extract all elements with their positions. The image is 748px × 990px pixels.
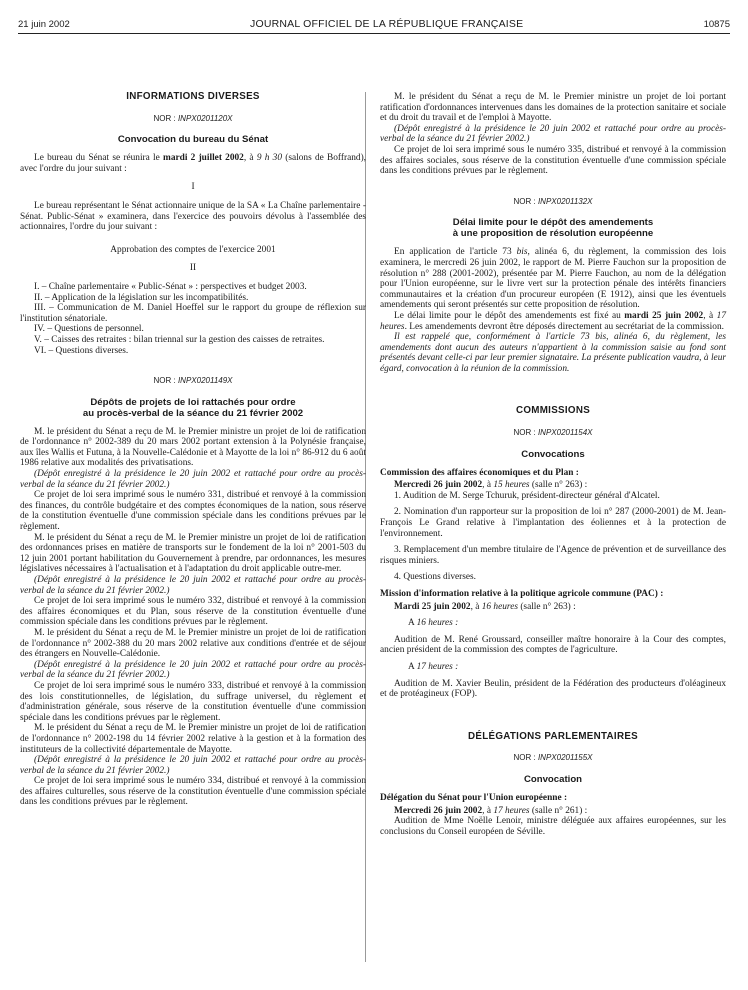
paragraph: Audition de Mme Noëlle Lenoir, ministre déléguée aux affaires européennes, sur les conclusions du Conseil européen de Séville. xyxy=(380,816,726,837)
agenda-item: 3. Remplacement d'un membre titulaire de l'Agence de prévention et de surveillance des risques miniers. xyxy=(380,545,726,566)
paragraph: Le délai limite pour le dépôt des amendements est fixé au mardi 25 juin 2002, à 17 heures. Les amendements devront être déposés directement au secrétariat de la commission. xyxy=(380,310,726,332)
nor-reference: NOR : INPX0201154X xyxy=(513,428,593,438)
commission-heading: Délégation du Sénat pour l'Union européenne : xyxy=(380,792,568,803)
delai-title: Délai limite pour le dépôt des amendements à une proposition de résolution européenne xyxy=(452,217,654,240)
convocation-title: Convocation xyxy=(523,773,583,785)
nor-reference: NOR : INPX0201132X xyxy=(513,196,593,206)
meeting-date: Mercredi 26 juin 2002, à 15 heures (salle n° 263) : xyxy=(394,480,588,491)
agenda-item: III. – Communication de M. Daniel Hoeffel sur le rapport du groupe de réflexion sur l'institution sénatoriale. xyxy=(20,303,366,324)
header-title: JOURNAL OFFICIEL DE LA RÉPUBLIQUE FRANÇAISE xyxy=(250,18,524,30)
depots-title: Dépôts de projets de loi rattachés pour ordre au procès-verbal de la séance du 21 février 2002 xyxy=(82,396,304,419)
roman-numeral: I xyxy=(191,182,195,193)
nor-reference: NOR : INPX0201155X xyxy=(513,753,593,763)
deposit-note: (Dépôt enregistré à la présidence le 20 juin 2002 et rattaché pour ordre au procès-verbal de la séance du 21 février 2002.) xyxy=(20,659,366,681)
paragraph: M. le président du Sénat a reçu de M. le Premier ministre un projet de loi de ratification des ordonnances prises en matière de transports sur le fondement de la loi n° 2001-503 du 12 juin 2001 portant habilitation du Gouvernement à prendre, par ordonnances, les mesures législatives nécessaires à l'actualisation et à l'adaptation du droit applicable outre-mer. xyxy=(20,532,366,575)
deposit-note: (Dépôt enregistré à la présidence le 20 juin 2002 et rattaché pour ordre au procès-verbal de la séance du 21 février 2002.) xyxy=(380,123,726,145)
paragraph: M. le président du Sénat a reçu de M. le Premier ministre un projet de loi de ratification de l'ordonnance n° 2002-389 du 20 mars 2002 portant extension à la Polynésie française, aux îles Wallis et Futuna, à la Nouvelle-Calédonie et à Mayotte de la loi n° 86-912 du 6 août 1986 relative aux modalités des privatisations. xyxy=(20,426,366,469)
meeting-date: Mardi 25 juin 2002, à 16 heures (salle n° 263) : xyxy=(394,601,576,612)
section-title-informations: INFORMATIONS DIVERSES xyxy=(126,91,260,102)
paragraph: Ce projet de loi sera imprimé sous le numéro 335, distribué et renvoyé à la commission des affaires sociales, sous réserve de la constitution éventuelle d'une commission spéciale dans les conditions prévues par le règlement. xyxy=(380,144,726,177)
left-column xyxy=(20,92,366,808)
paragraph: M. le président du Sénat a reçu de M. le Premier ministre un projet de loi portant ratification d'ordonnances intervenues dans les domaines de la protection sanitaire et sociale et du droit du travail et de l'emploi à Mayotte. xyxy=(380,92,726,124)
paragraph: Ce projet de loi sera imprimé sous le numéro 333, distribué et renvoyé à la commission des lois constitutionnelles, de législation, du suffrage universel, du règlement et d'administration générale, sous réserve de la constitution éventuelle d'une commission spéciale dans les conditions prévues par le règlement. xyxy=(20,680,366,723)
deposit-note: (Dépôt enregistré à la présidence le 20 juin 2002 et rattaché pour ordre au procès-verbal de la séance du 21 février 2002.) xyxy=(20,755,366,776)
right-column xyxy=(380,92,726,837)
convocations-title: Convocations xyxy=(521,448,585,460)
approbation-line: Approbation des comptes de l'exercice 2001 xyxy=(110,244,276,255)
commission-heading: Commission des affaires économiques et du Plan : xyxy=(380,467,579,478)
paragraph: M. le président du Sénat a reçu de M. le Premier ministre un projet de loi de ratification de l'ordonnance n° 2002-198 du 14 février 2002 relative à la gestion et à la formation des instituteurs de la collectivité départementale de Mayotte. xyxy=(20,723,366,755)
nor-reference: NOR : INPX0201120X xyxy=(153,113,233,123)
meeting-date: Mercredi 26 juin 2002, à 17 heures (salle n° 261) : xyxy=(394,805,588,816)
commission-heading: Mission d'information relative à la politique agricole commune (PAC) : xyxy=(380,589,664,599)
agenda-item: 1. Audition de M. Serge Tchuruk, président-directeur général d'Alcatel. xyxy=(394,490,660,501)
nor-reference: NOR : INPX0201149X xyxy=(153,376,233,386)
agenda-item: IV. – Questions de personnel. xyxy=(34,324,144,335)
deposit-note: (Dépôt enregistré à la présidence le 20 juin 2002 et rattaché pour ordre au procès-verbal de la séance du 21 février 2002.) xyxy=(20,469,366,490)
paragraph: Ce projet de loi sera imprimé sous le numéro 331, distribué et renvoyé à la commission des finances, du contrôle budgétaire et des comptes économiques de la nation, sous réserve de la constitution éventuelle d'une commission spéciale dans les conditions prévues par le règlement. xyxy=(20,490,366,533)
paragraph: Ce projet de loi sera imprimé sous le numéro 334, distribué et renvoyé à la commission des affaires culturelles, sous réserve de la constitution éventuelle d'une commission spéciale dans les conditions prévues par le règlement. xyxy=(20,776,366,808)
paragraph: M. le président du Sénat a reçu de M. le Premier ministre un projet de loi de ratification de l'ordonnance n° 2002-388 du 20 mars 2002 relative aux conditions d'entrée et de séjour des étrangers en Nouvelle-Calédonie. xyxy=(20,627,366,660)
paragraph: Audition de M. René Groussard, conseiller maître honoraire à la Cour des comptes, ancien président de la commission des comptes de l'agriculture. xyxy=(380,634,726,656)
agenda-item: 4. Questions diverses. xyxy=(394,572,477,583)
agenda-item: I. – Chaîne parlementaire « Public-Sénat » : perspectives et budget 2003. xyxy=(34,281,307,292)
time-slot: A 16 heures : xyxy=(408,618,459,629)
header-page-number: 10875 xyxy=(703,19,730,30)
bureau-intro: Le bureau du Sénat se réunira le mardi 2 juillet 2002, à 9 h 30 (salons de Boffrand), avec l'ordre du jour suivant : xyxy=(20,153,367,174)
agenda-item: VI. – Questions diverses. xyxy=(34,345,129,356)
paragraph: Le bureau représentant le Sénat actionnaire unique de la SA « La Chaîne parlementaire - Sénat. Public-Sénat » examinera, dans l'exercice des pouvoirs dévolus à l'assemblée des actionnaires, l'ordre du jour suivant : xyxy=(20,200,366,233)
roman-numeral: II xyxy=(189,263,197,274)
paragraph: Ce projet de loi sera imprimé sous le numéro 332, distribué et renvoyé à la commission des affaires économiques et du Plan, sous réserve de la constitution éventuelle d'une commission spéciale dans les conditions prévues par le règlement. xyxy=(20,596,366,628)
paragraph: En application de l'article 73 bis, alinéa 6, du règlement, la commission des lois examinera, le mercredi 26 juin 2002, le rapport de M. Pierre Fauchon sur la proposition de résolution n° 288 (2001-2002), présentée par M. Pierre Fauchon, au nom de la délégation pour l'Union européenne, sur le livre vert sur la protection pénale des intérêts financiers communautaires et la création d'un procureur européen (E 1912), ainsi que les éventuels amendements qui seront présentés sur cette proposition de résolution. xyxy=(380,247,726,311)
deposit-note: (Dépôt enregistré à la présidence le 20 juin 2002 et rattaché pour ordre au procès-verbal de la séance du 21 février 2002.) xyxy=(20,575,366,596)
agenda-item: V. – Caisses des retraites : bilan triennal sur la gestion des caisses de retraites. xyxy=(34,334,325,345)
paragraph: Audition de M. Xavier Beulin, président de la Fédération des producteurs d'oléagineux et de protéagineux (FOP). xyxy=(380,678,726,700)
section-title-commissions: COMMISSIONS xyxy=(515,405,591,417)
bureau-title: Convocation du bureau du Sénat xyxy=(117,134,269,146)
time-slot: A 17 heures : xyxy=(408,661,459,672)
section-title-delegations: DÉLÉGATIONS PARLEMENTAIRES xyxy=(468,730,638,742)
agenda-item: II. – Application de la législation sur les incompatibilités. xyxy=(34,292,249,303)
agenda-item: 2. Nomination d'un rapporteur sur la proposition de loi n° 287 (2000-2001) de M. Jean-François Le Grand relative à l'implantation des éoliennes et à la protection de l'environnement. xyxy=(380,507,726,539)
page-header xyxy=(18,8,730,34)
paragraph: Il est rappelé que, conformément à l'article 73 bis, alinéa 6, du règlement, les amendements dont aucun des auteurs n'appartient à la commission saisie au fond sont présentés devant celle-ci par leur premier signataire. La présente publication vaudra, à leur égard, convocation à la réunion de la commission. xyxy=(380,332,726,374)
header-date: 21 juin 2002 xyxy=(18,19,70,30)
